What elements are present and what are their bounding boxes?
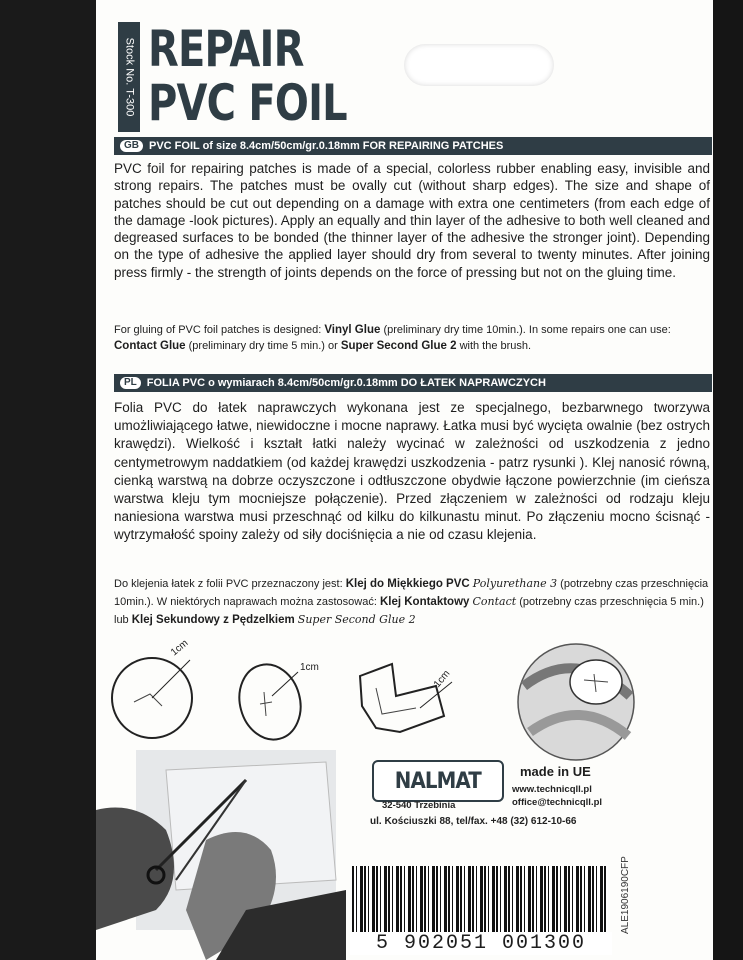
corner-patch-illustration xyxy=(360,664,452,732)
gb-heading-bar xyxy=(114,137,712,155)
round-patch-illustration xyxy=(112,638,192,738)
made-in-label: made in UE xyxy=(520,764,591,779)
dark-background-left xyxy=(0,0,96,960)
gb-language-badge: GB xyxy=(120,140,143,152)
cm-label-3: 1cm xyxy=(431,668,453,690)
nalmat-logo: NALMAT xyxy=(372,760,504,802)
beach-ball-illustration xyxy=(518,644,634,760)
company-city: 32-540 Trzebinia xyxy=(382,800,456,811)
pl-language-badge: PL xyxy=(120,377,141,389)
gb-heading: PVC FOIL of size 8.4cm/50cm/gr.0.18mm FOR REPAIRING PATCHES xyxy=(149,140,504,152)
cm-label-1: 1cm xyxy=(168,637,191,659)
dark-background-right xyxy=(713,0,743,960)
pl-adhesive-note: Do klejenia łatek z folii PVC przeznaczony jest: Klej do Miękkiego PVC Polyurethane 3 (potrzebny czas przeschnięcia 10min.). W niektórych naprawach można zastosować: Klej Kontaktowy Contact (potrzebny czas przeschnięcia 5 min.) lub Klej Sekundowy z Pędzelkiem Super Second Glue 2 xyxy=(114,577,709,626)
cutting-photo xyxy=(96,740,346,960)
gb-adhesive-note: For gluing of PVC foil patches is designed: Vinyl Glue (preliminary dry time 10min.). In some repairs one can use: Contact Glue (preliminary dry time 5 min.) or Super Second Glue 2 with the brush. xyxy=(114,324,671,352)
ean-barcode xyxy=(352,866,608,936)
barcode-number: 5 902051 001300 xyxy=(350,932,612,955)
product-title-line1: REPAIR xyxy=(148,20,304,78)
company-website: www.technicqll.pl xyxy=(512,784,592,795)
pl-body: Folia PVC do łatek naprawczych wykonana jest ze specjalnego, bezbarwnego tworzywa umożliwiającego łatwe, niewidoczne i mocne naprawy. Łatka musi być wycięta owalnie (bez ostrych krawędzi). Wielkość i kształt łatki należy wycinać w zależności od uszkodzenia z jedno centymetrowym naddatkiem (od każdej krawędzi uszkodzenia - patrz rysunki ). Klej nanosić równą, cienką warstwą na dobrze oczyszczone i odtłuszczone obydwie łączone powierzchnie (im cieńsza warstwa kleju tym mocniejsze połączenie). Przed złączeniem w zależności od rodzaju kleju naniesiona warstwa musi przeschnąć od kilku do kilkunastu minut. Po złączeniu mocno ścisnąć - wytrzymałość spoiny zależy od siły dociśnięcia a nie od czasu klejenia. xyxy=(114,400,710,543)
stock-number-tag: Stock No. T-300 xyxy=(118,22,140,132)
side-product-code: ALE1906190CFP xyxy=(620,856,631,934)
company-address: ul. Kościuszki 88, tel/fax. +48 (32) 612-10-66 xyxy=(370,816,577,827)
cm-label-2: 1cm xyxy=(300,662,319,673)
hang-hole xyxy=(404,44,554,86)
pl-heading: FOLIA PVC o wymiarach 8.4cm/50cm/gr.0.18mm DO ŁATEK NAPRAWCZYCH xyxy=(146,377,546,389)
product-title-line2: PVC FOIL xyxy=(148,74,347,132)
pl-heading-bar xyxy=(114,374,712,392)
company-email: office@technicqll.pl xyxy=(512,797,603,808)
oval-patch-illustration xyxy=(231,658,319,747)
gb-body: PVC foil for repairing patches is made of a special, colorless rubber enabling easy, invisible and strong repairs. The patches must be ovally cut (without sharp edges). The size and shape of patches should be cut out depending on a damage with extra one centimeters (from each edge of the damage -look pictures). Apply an equally and thin layer of the adhesive to both well cleaned and degreased surfaces to be bonded (the thinner layer of the adhesive the stronger joint). Depending on the type of adhesive the applied layer should dry from several to twenty minutes. After joining press firmly - the strength of joints depends on the force of pressing but not on the gluing time. xyxy=(114,161,710,280)
